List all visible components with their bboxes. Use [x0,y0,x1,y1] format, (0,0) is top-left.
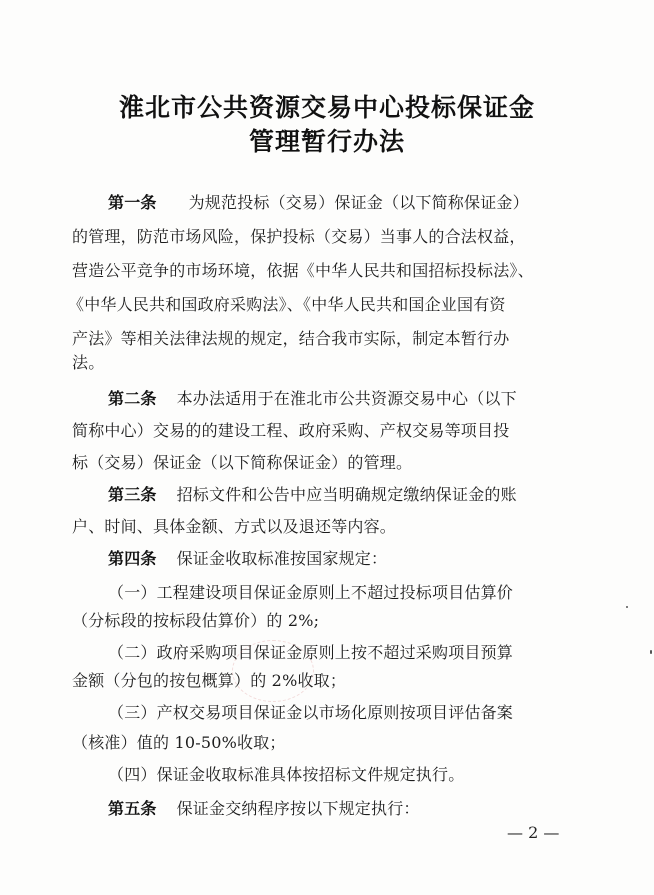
article-4-label: 第四条 [108,549,157,568]
article-4-item-3-line-1: （三）产权交易项目保证金以市场化原则按项目评估备案 [108,703,514,722]
article-2-text-2: 简称中心）交易的的建设工程、政府采购、产权交易等项目投 [72,421,510,440]
article-2-text-3: 标（交易）保证金（以下简称保证金）的管理。 [72,453,413,472]
document-title-line-1: 淮北市公共资源交易中心投标保证金 [118,93,535,122]
article-1-text-5: 产法》等相关法律法规的规定，结合我市实际，制定本暂行办 [72,329,510,348]
article-5-text-1: 保证金交纳程序按以下规定执行： [176,799,420,818]
scan-speck [626,606,628,608]
article-3-text-1: 招标文件和公告中应当明确规定缴纳保证金的账 [176,485,517,504]
article-3-first-line [108,482,517,505]
article-3-text-2: 户、时间、具体金额、方式以及退还等内容。 [72,517,397,536]
article-4-first-line [108,546,387,569]
article-1-first-line [108,190,529,213]
article-1-text-2: 的管理，防范市场风险，保护投标（交易）当事人的合法权益， [72,227,526,246]
article-1-text-1: 为规范投标（交易）保证金（以下简称保证金） [188,193,529,212]
scan-speck [650,650,652,654]
article-2-first-line [108,386,517,409]
page-number: — 2 — [507,823,560,842]
article-4-item-2-line-1: （二）政府采购项目保证金原则上按不超过采购项目预算 [108,643,514,662]
article-1-label: 第一条 [108,193,157,212]
article-1-text-6: 法。 [72,353,105,372]
article-4-item-1-line-1: （一）工程建设项目保证金原则上不超过投标项目估算价 [108,583,514,602]
article-4-item-3-line-2: （核准）值的 10-50%收取； [72,733,286,752]
document-title-line-2: 管理暂行办法 [248,127,405,156]
article-5-first-line [108,796,420,819]
article-2-label: 第二条 [108,389,157,408]
article-2-text-1: 本办法适用于在淮北市公共资源交易中心（以下 [176,389,517,408]
article-1-text-3: 营造公平竞争的市场环境，依据《中华人民共和国招标投标法》、 [72,261,534,280]
article-4-item-4-line-1: （四）保证金收取标准具体按招标文件规定执行。 [108,765,465,784]
article-4-item-1-line-2: （分标段的按标段估算价）的 2%; [72,611,320,630]
article-5-label: 第五条 [108,799,157,818]
article-1-text-4: 《中华人民共和国政府采购法》、《中华人民共和国企业国有资 [68,295,506,314]
article-3-label: 第三条 [108,485,157,504]
article-4-text-1: 保证金收取标准按国家规定： [176,549,388,568]
article-4-item-2-line-2: 金额（分包的按包概算）的 2%收取； [72,671,347,690]
